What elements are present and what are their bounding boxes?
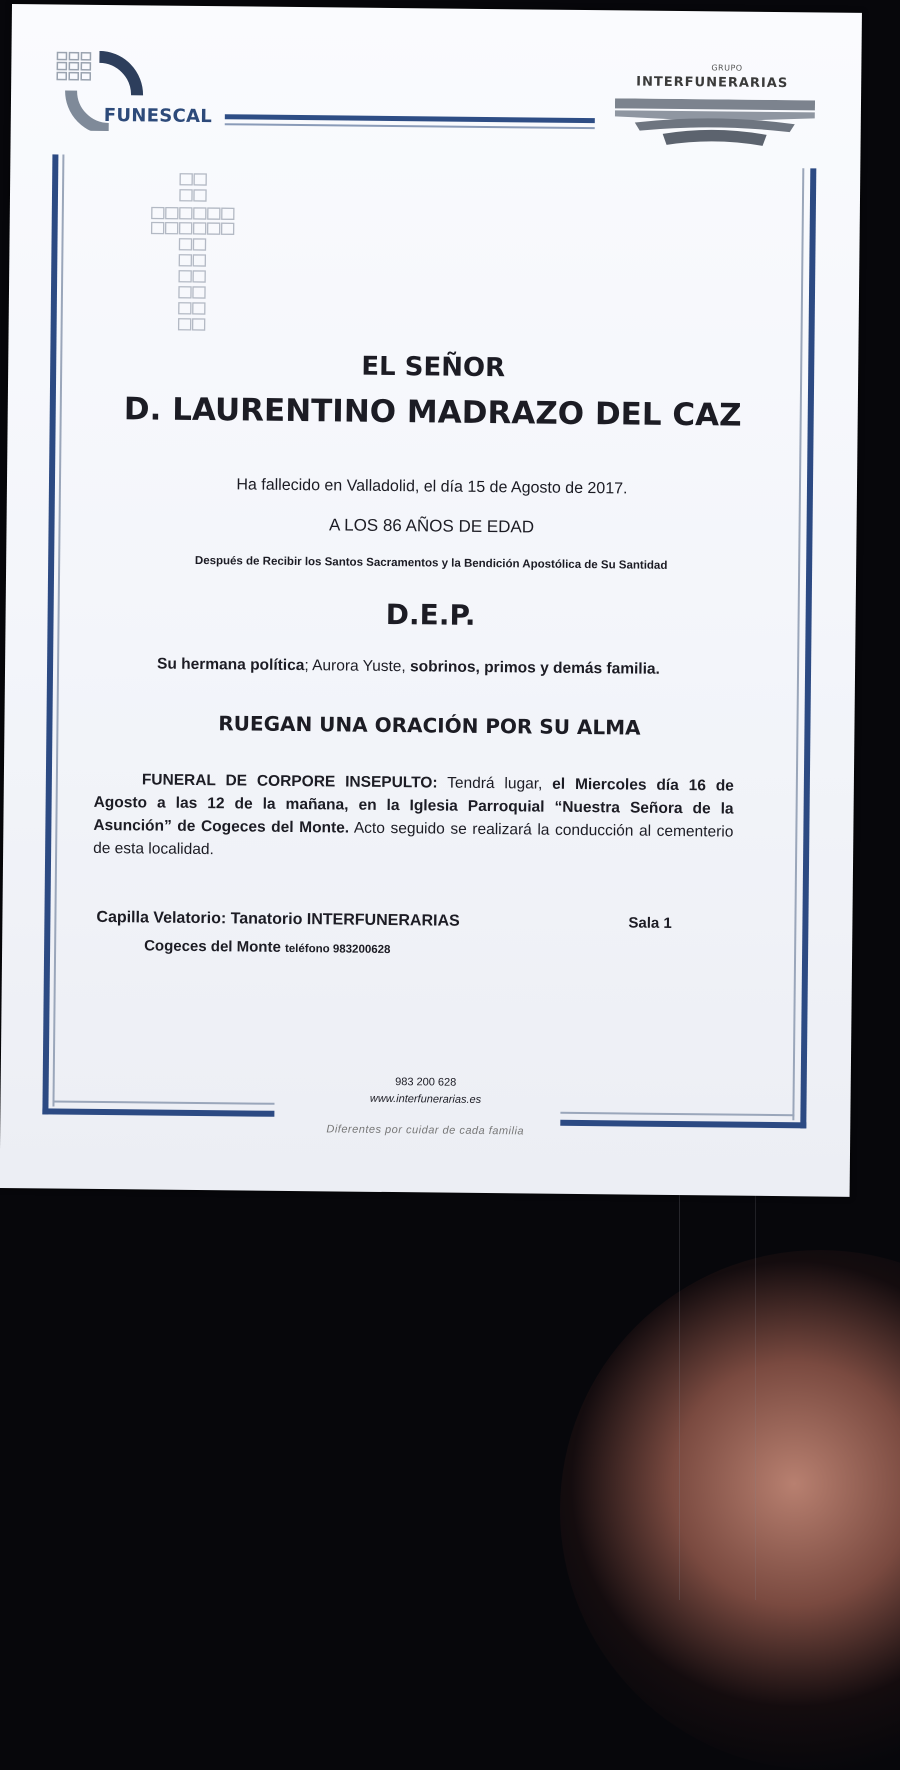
frame-bottom-right-inner (560, 1112, 794, 1116)
interfunerarias-logo (615, 98, 816, 152)
age-line: A LOS 86 AÑOS DE EDAD (328, 515, 535, 537)
chapel-town (144, 937, 391, 957)
funeral-text-2: Acto seguido se realizará la conducción al cementerio de esta localidad. (93, 819, 734, 859)
chapel-town-name: Cogeces del Monte (144, 937, 286, 956)
funeral-paragraph (93, 768, 734, 867)
chapel-phone: teléfono 983200628 (284, 942, 391, 957)
title: EL SEÑOR (361, 351, 506, 384)
footer-website: www.interfunerarias.es (369, 1092, 482, 1106)
family-part-2: ; Aurora Yuste, (304, 657, 411, 676)
funescal-logo-text: FUNESCAL (103, 104, 213, 128)
frame-bottom-left (42, 1108, 274, 1116)
funeral-details: el Miercoles día 16 de Agosto a las 12 de la mañana, en la Iglesia Parroquial “Nuestra Señora de la Asunción” de Cogeces del Monte. (93, 775, 734, 837)
deceased-name: D. LAURENTINO MADRAZO DEL CAZ (123, 391, 742, 434)
footer-phone: 983 200 628 (395, 1076, 457, 1089)
cross-icon (144, 171, 246, 342)
family-part-3: sobrinos, primos y demás familia. (409, 658, 660, 678)
chapel-room: Sala 1 (628, 914, 672, 932)
death-line: Ha fallecido en Valladolid, el día 15 de Agosto de 2017. (236, 476, 628, 498)
header-rule (225, 114, 595, 123)
hanging-strings (640, 1190, 840, 1600)
grupo-label: GRUPO (711, 63, 743, 73)
sacraments-line: Después de Recibir los Santos Sacramentos y la Bendición Apostólica de Su Santidad (194, 554, 668, 572)
obituary-poster (0, 4, 862, 1197)
family-part-1: Su hermana política (157, 655, 305, 675)
rip: D.E.P. (385, 597, 476, 632)
funeral-text-1: Tendrá lugar, (437, 774, 553, 793)
chapel-line: Capilla Velatorio: Tanatorio INTERFUNERARIAS (96, 908, 460, 930)
header-rule-thin (225, 123, 595, 129)
interfunerarias-logo-text: INTERFUNERARIAS (636, 74, 789, 92)
funeral-label: FUNERAL DE CORPORE INSEPULTO: (141, 771, 438, 792)
prayer-request: RUEGAN UNA ORACIÓN POR SU ALMA (218, 711, 641, 740)
family-line (157, 656, 660, 679)
frame-left (42, 154, 58, 1114)
footer-slogan: Diferentes por cuidar de cada familia (326, 1123, 525, 1138)
